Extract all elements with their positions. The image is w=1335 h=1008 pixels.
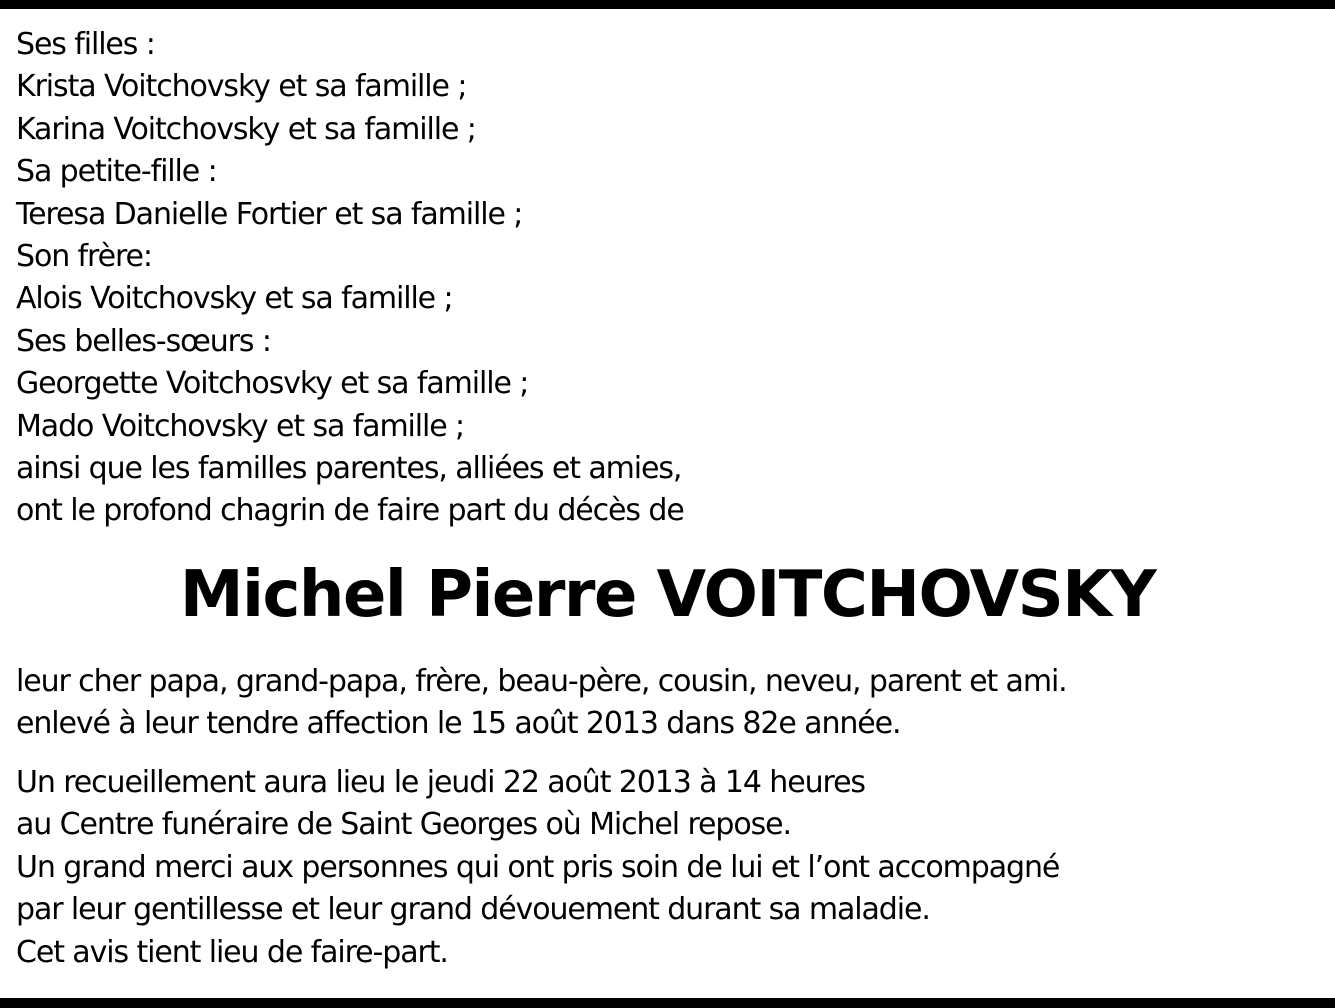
family-line: Mado Voitchovsky et sa famille ; <box>16 408 465 444</box>
top-border-rule <box>0 0 1335 9</box>
ceremony-paragraph <box>16 762 1316 974</box>
family-line: Ses filles : <box>16 27 155 62</box>
family-line: Son frère: <box>16 238 152 274</box>
family-line: ainsi que les familles parentes, alliées et amies, <box>16 450 682 486</box>
deceased-name-heading: Michel Pierre VOITCHOVSKY <box>179 558 1156 632</box>
family-list <box>16 24 1316 533</box>
family-line: Teresa Danielle Fortier et sa famille ; <box>16 196 523 232</box>
ceremony-line: Un grand merci aux personnes qui ont pris soin de lui et l’ont accompagné <box>16 849 1060 885</box>
ceremony-line: Cet avis tient lieu de faire-part. <box>16 934 448 970</box>
ceremony-line: Un recueillement aura lieu le jeudi 22 août 2013 à 14 heures <box>16 765 865 800</box>
ceremony-line: par leur gentillesse et leur grand dévouement durant sa maladie. <box>16 892 930 928</box>
family-line: Krista Voitchovsky et sa famille ; <box>16 69 467 105</box>
family-line: Georgette Voitchosvky et sa famille ; <box>16 366 529 402</box>
family-line: Sa petite-fille : <box>16 154 217 190</box>
family-line: Alois Voitchovsky et sa famille ; <box>16 281 453 317</box>
relation-line: leur cher papa, grand-papa, frère, beau-père, cousin, neveu, parent et ami. <box>16 664 1067 699</box>
ceremony-line: au Centre funéraire de Saint Georges où Michel repose. <box>16 807 791 843</box>
family-line: Karina Voitchovsky et sa famille ; <box>16 111 476 147</box>
family-line: Ses belles-sœurs : <box>16 323 271 359</box>
relation-line: enlevé à leur tendre affection le 15 août 2013 dans 82e année. <box>16 706 901 742</box>
family-line: ont le profond chagrin de faire part du décès de <box>16 493 684 529</box>
bottom-border-rule <box>0 998 1335 1008</box>
relation-paragraph <box>16 661 1316 746</box>
